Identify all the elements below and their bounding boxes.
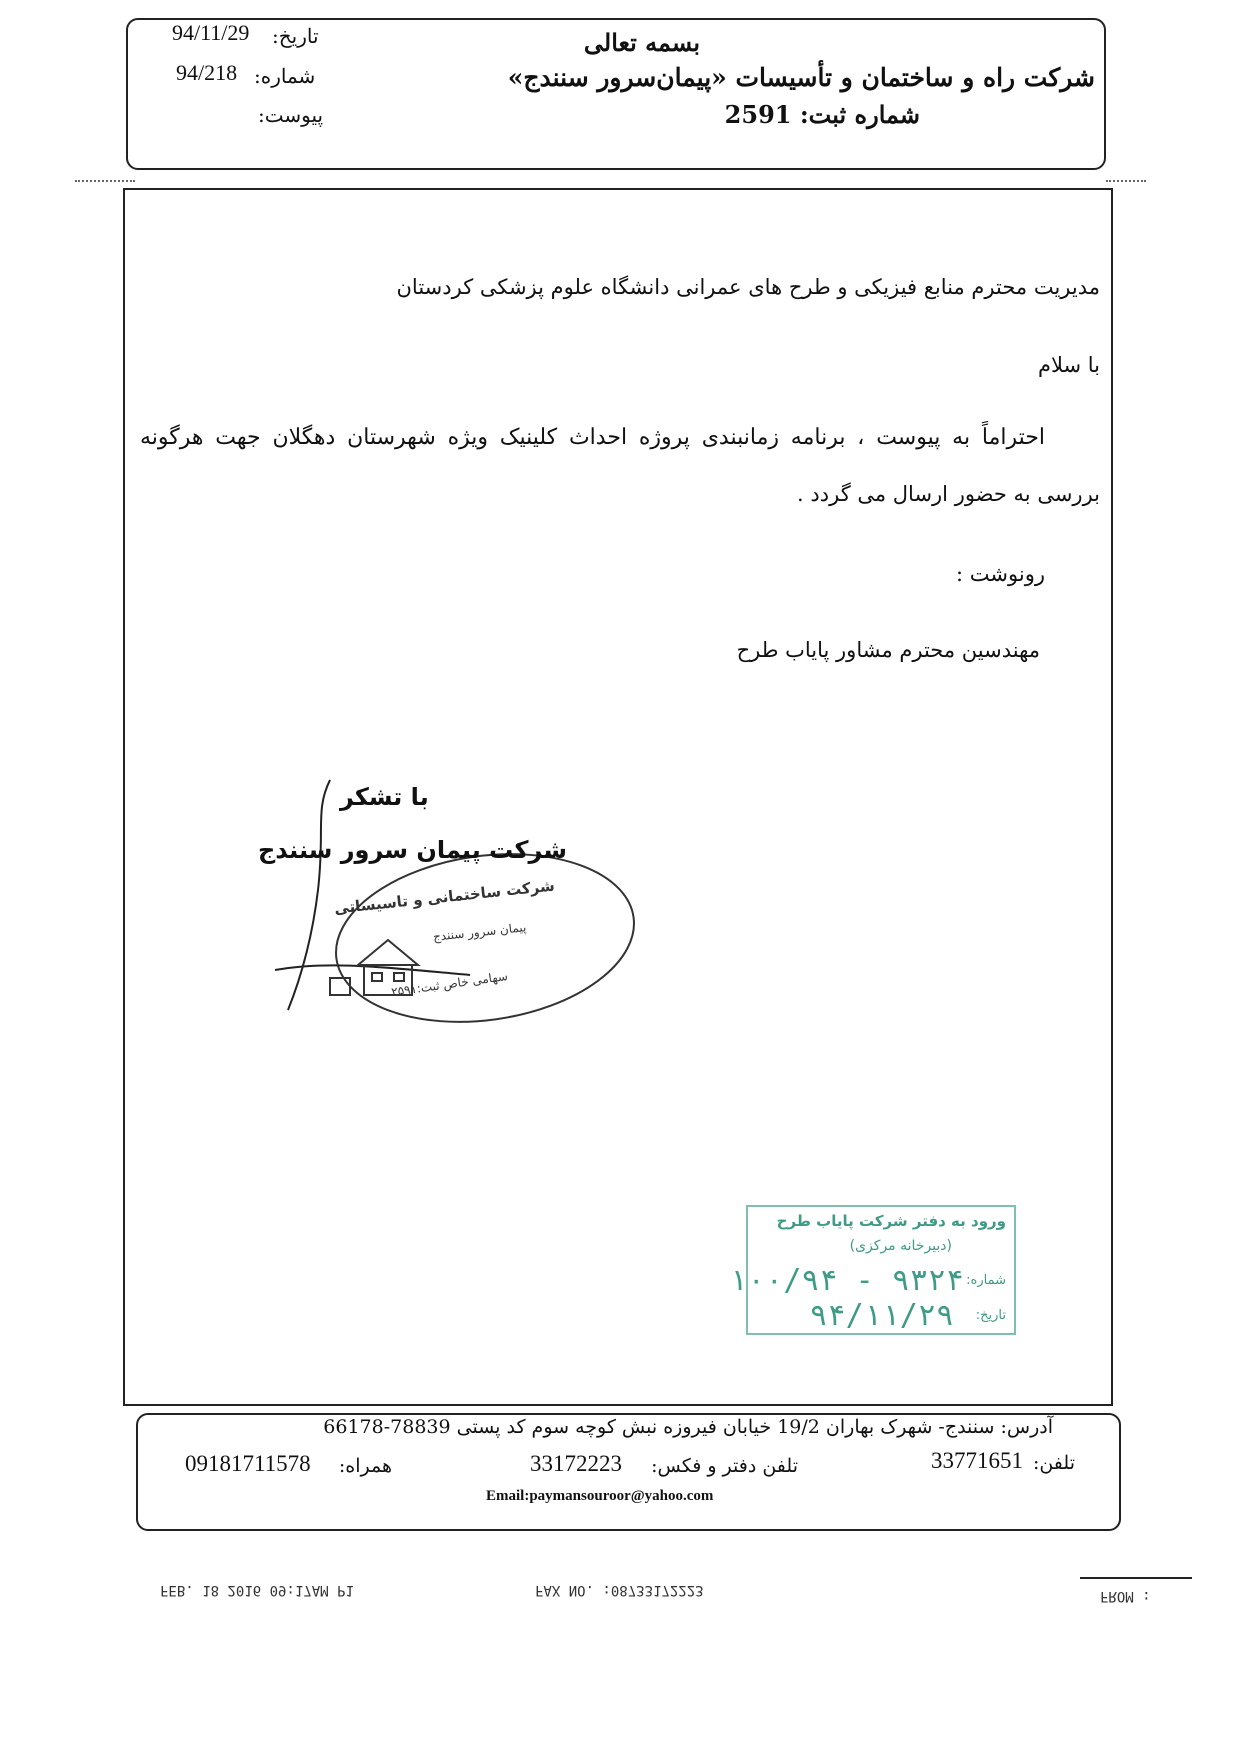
fax-from: FROM : (1100, 1588, 1151, 1604)
cc-label: رونوشت : (956, 562, 1045, 586)
closing-thanks: با تشکر (340, 783, 429, 811)
company-seal-and-signature (270, 770, 650, 1030)
signatory-company: شرکت پیمان سرور سنندج (258, 836, 567, 864)
footer-email: Email:paymansouroor@yahoo.com (486, 1488, 714, 1504)
greeting: با سلام (1037, 353, 1100, 377)
receipt-stamp-title: ورود به دفتر شرکت پایاب طرح (776, 1212, 1006, 1230)
basmala-heading: بسمه تعالی (583, 28, 700, 57)
footer-office-fax-label: تلفن دفتر و فکس: (651, 1455, 798, 1477)
body-paragraph-line2: بررسی به حضور ارسال می گردد . (797, 482, 1100, 506)
seal-text-line1: شرکت ساختمانی و تاسیساتی (333, 876, 556, 918)
separator-dots-left (75, 180, 135, 182)
seal-text-line3: سهامی خاص ثبت:۲۵۹۱ (390, 968, 509, 1000)
company-name: شرکت راه و ساختمان و تأسیسات «پیمان‌سرور سنندج» (507, 63, 1095, 92)
receipt-number-value: ۱۰۰/۹۴ - ۹۳۲۴ (729, 1263, 964, 1298)
fax-number: FAX NO. :08733172223 (535, 1582, 704, 1598)
receipt-date-label: تاریخ: (975, 1308, 1006, 1323)
receipt-date-value: ۹۴/۱۱/۲۹ (809, 1298, 954, 1333)
footer-phone-value: 33771651 (931, 1448, 1023, 1473)
fax-timestamp: FEB. 18 2016 09:17AM P1 (160, 1582, 354, 1598)
date-label: تاریخ: (272, 24, 319, 48)
receipt-stamp (729, 1205, 1016, 1335)
receipt-stamp-subtitle: (دبیرخانه مرکزی) (849, 1238, 952, 1254)
attachment-label: پیوست: (258, 103, 324, 127)
recipient-line: مدیریت محترم منابع فیزیکی و طرح های عمرانی دانشگاه علوم پزشکی کردستان (396, 275, 1100, 299)
receipt-number-label: شماره: (966, 1273, 1006, 1288)
registration-number: شماره ثبت: 2591 (724, 100, 920, 129)
separator-dots-right (1106, 180, 1146, 182)
letter-number-value: 94/218 (176, 60, 238, 85)
footer-mobile-value: 09181711578 (185, 1451, 311, 1476)
footer-mobile-label: همراه: (338, 1455, 392, 1477)
date-value: 94/11/29 (172, 20, 250, 45)
signature-stroke (288, 780, 330, 1010)
seal-text-line2: پیمان سرور سنندج (432, 920, 527, 944)
footer-office-fax-value: 33172223 (530, 1451, 622, 1476)
letter-number-label: شماره: (254, 64, 316, 88)
body-paragraph-line1: احتراماً به پیوست ، برنامه زمانبندی پروژه احداث کلینیک ویژه شهرستان دهگلان جهت هرگونه (140, 425, 1045, 450)
cc-recipient: مهندسین محترم مشاور پایاب طرح (736, 638, 1040, 662)
footer-address: آدرس: سنندج- شهرک بهاران 19/2 خیابان فیروزه نبش کوچه سوم کد پستی 78839-66178 (323, 1416, 1053, 1438)
footer-phone-label: تلفن: (1032, 1452, 1075, 1474)
fax-rule (1080, 1577, 1192, 1579)
